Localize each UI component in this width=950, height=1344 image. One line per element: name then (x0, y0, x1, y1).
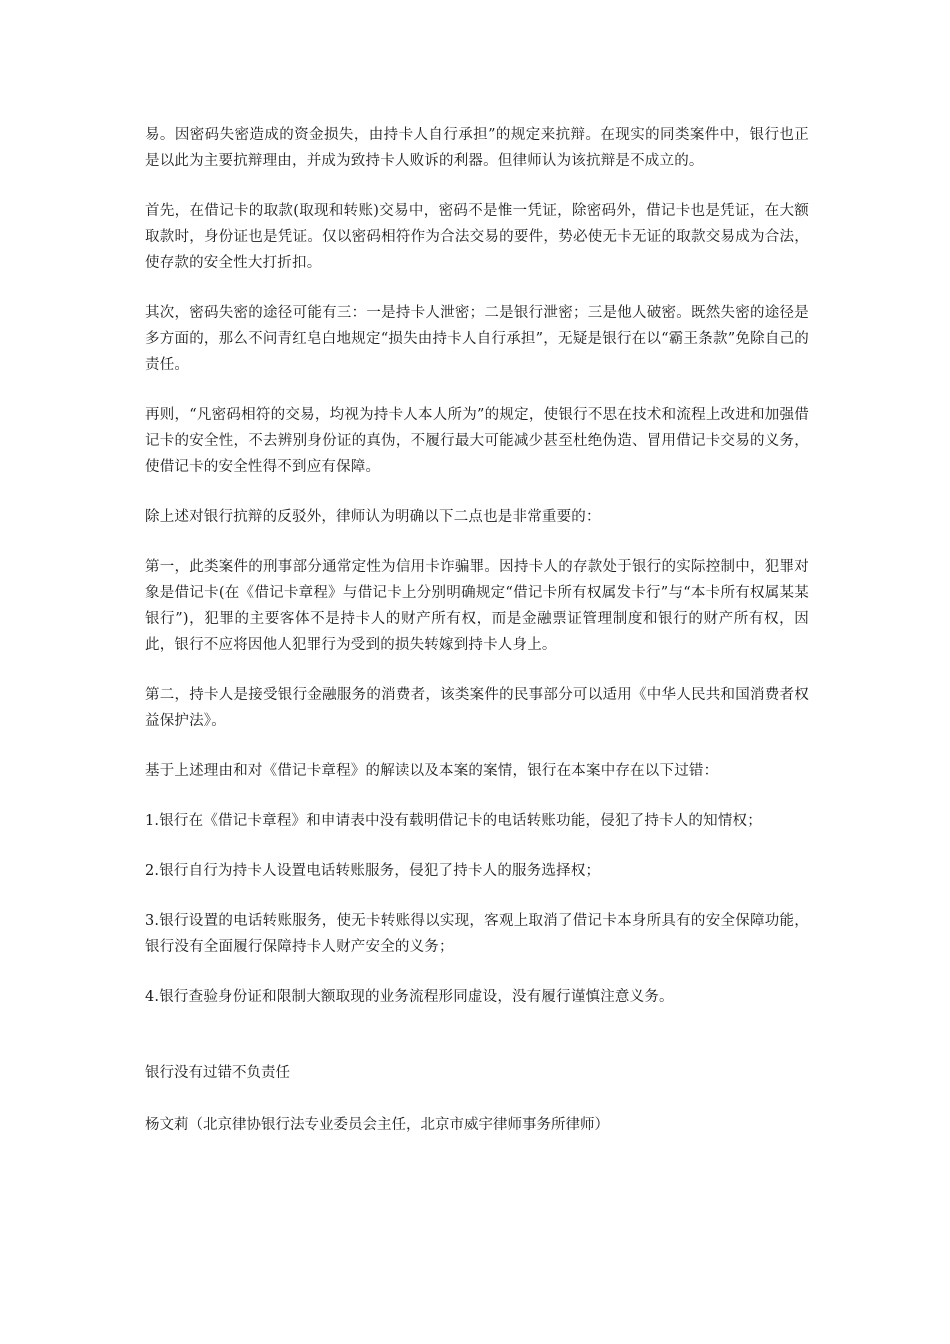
list-item-1: 1.银行在《借记卡章程》和申请表中没有载明借记卡的电话转账功能，侵犯了持卡人的知情权； (145, 813, 762, 829)
list-item-2: 2.银行自行为持卡人设置电话转账服务，侵犯了持卡人的服务选择权； (145, 863, 601, 879)
list-item-4: 4.银行查验身份证和限制大额取现的业务流程形同虚设，没有履行谨慎注意义务。 (145, 989, 674, 1005)
paragraph-5: 除上述对银行抗辩的反驳外，律师认为明确以下二点也是非常重要的： (145, 509, 601, 525)
section-heading: 银行没有过错不负责任 (145, 1065, 290, 1081)
paragraph-2: 首先，在借记卡的取款(取现和转账)交易中，密码不是惟一凭证，除密码外，借记卡也是凭证，在大额取款时，身份证也是凭证。仅以密码相符作为合法交易的要件，势必使无卡无证的取款交易成为合法，使存款的安全性大打折扣。 (145, 203, 809, 271)
document-body (145, 122, 809, 1138)
paragraph-6: 第一，此类案件的刑事部分通常定性为信用卡诈骗罪。因持卡人的存款处于银行的实际控制中，犯罪对象是借记卡(在《借记卡章程》与借记卡上分别明确规定“借记卡所有权属发卡行”与“本卡所有权属某某银行”)，犯罪的主要客体不是持卡人的财产所有权，而是金融票证管理制度和银行的财产所有权，因此，银行不应将因他人犯罪行为受到的损失转嫁到持卡人身上。 (145, 559, 809, 653)
paragraph-4: 再则，“凡密码相符的交易，均视为持卡人本人所为”的规定，使银行不思在技术和流程上改进和加强借记卡的安全性，不去辨别身份证的真伪，不履行最大可能减少甚至杜绝伪造、冒用借记卡交易的义务，使借记卡的安全性得不到应有保障。 (145, 407, 809, 475)
paragraph-8: 基于上述理由和对《借记卡章程》的解读以及本案的案情，银行在本案中存在以下过错： (145, 763, 719, 779)
list-item-3: 3.银行设置的电话转账服务，使无卡转账得以实现，客观上取消了借记卡本身所具有的安全保障功能，银行没有全面履行保障持卡人财产安全的义务； (145, 913, 809, 955)
paragraph-1: 易。因密码失密造成的资金损失，由持卡人自行承担”的规定来抗辩。在现实的同类案件中，银行也正是以此为主要抗辩理由，并成为致持卡人败诉的利器。但律师认为该抗辩是不成立的。 (145, 127, 809, 169)
paragraph-7: 第二，持卡人是接受银行金融服务的消费者，该类案件的民事部分可以适用《中华人民共和国消费者权益保护法》。 (145, 687, 809, 729)
paragraph-3: 其次，密码失密的途径可能有三：一是持卡人泄密；二是银行泄密；三是他人破密。既然失密的途径是多方面的，那么不问青红皂白地规定“损失由持卡人自行承担”，无疑是银行在以“霸王条款”免除自己的责任。 (145, 305, 809, 373)
author-byline: 杨文莉（北京律协银行法专业委员会主任，北京市威宇律师事务所律师） (145, 1117, 609, 1133)
